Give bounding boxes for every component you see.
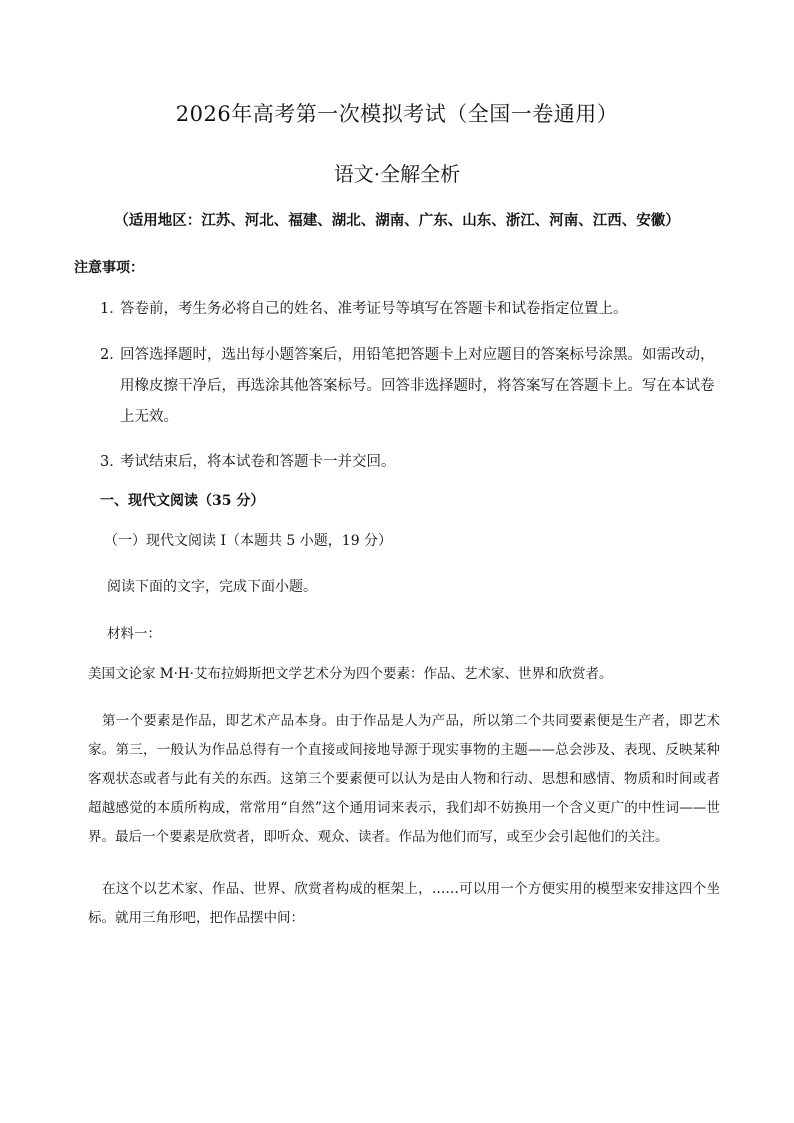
material-label: 材料一： [107, 626, 161, 642]
notice-item-2 [100, 340, 725, 433]
applicable-regions: （适用地区：江苏、河北、福建、湖北、湖南、广东、山东、浙江、河南、江西、安徽） [114, 212, 680, 229]
notice-item-text: 考试结束后，将本试卷和答题卡一并交回。 [120, 454, 396, 470]
page-title: 2026年高考第一次模拟考试（全国一卷通用） [175, 102, 619, 126]
material-paragraph: 美国文论家 M·H·艾布拉姆斯把文学艺术分为四个要素：作品、艺术家、世界和欣赏者。 [88, 666, 613, 682]
notice-item-3 [100, 447, 396, 478]
reading-prompt: 阅读下面的文字，完成下面小题。 [107, 579, 317, 595]
notice-item-number: 3． [100, 454, 124, 470]
notice-item-1 [100, 294, 628, 325]
notice-item-text: 回答选择题时，选出每小题答案后，用铅笔把答题卡上对应题目的答案标号涂黑。如需改动，用橡皮擦干净后，再选涂其他答案标号。回答非选择题时，将答案写在答题卡上。写在本试卷上无效。 [120, 347, 715, 425]
notice-item-text: 答卷前，考生务必将自己的姓名、准考证号等填写在答题卡和试卷指定位置上。 [120, 301, 628, 317]
notice-item-number: 2． [100, 347, 124, 363]
notice-item-number: 1． [100, 301, 124, 317]
section-heading: 一、现代文阅读（35 分） [100, 493, 265, 509]
material-paragraph: 在这个以艺术家、作品、世界、欣赏者构成的框架上，……可以用一个方便实用的模型来安排这四个坐标。就用三角形吧，把作品摆中间： [88, 881, 720, 926]
page-subtitle: 语文·全解全析 [333, 162, 461, 186]
notice-heading: 注意事项： [74, 260, 144, 276]
material-paragraph: 第一个要素是作品，即艺术产品本身。由于作品是人为产品，所以第二个共同要素便是生产者，即艺术家。第三，一般认为作品总得有一个直接或间接地导源于现实事物的主题——总会涉及、表现、反映某种客观状态或者与此有关的东西。这第三个要素便可以认为是由人物和行动、思想和感情、物质和时间或者超越感觉的本质所构成，常常用“自然”这个通用词来表示，我们却不妨换用一个含义更广的中性词——世界。最后一个要素是欣赏者，即听众、观众、读者。作品为他们而写，或至少会引起他们的关注。 [88, 713, 720, 845]
subsection-heading: （一）现代文阅读 I（本题共 5 小题，19 分） [104, 533, 393, 549]
